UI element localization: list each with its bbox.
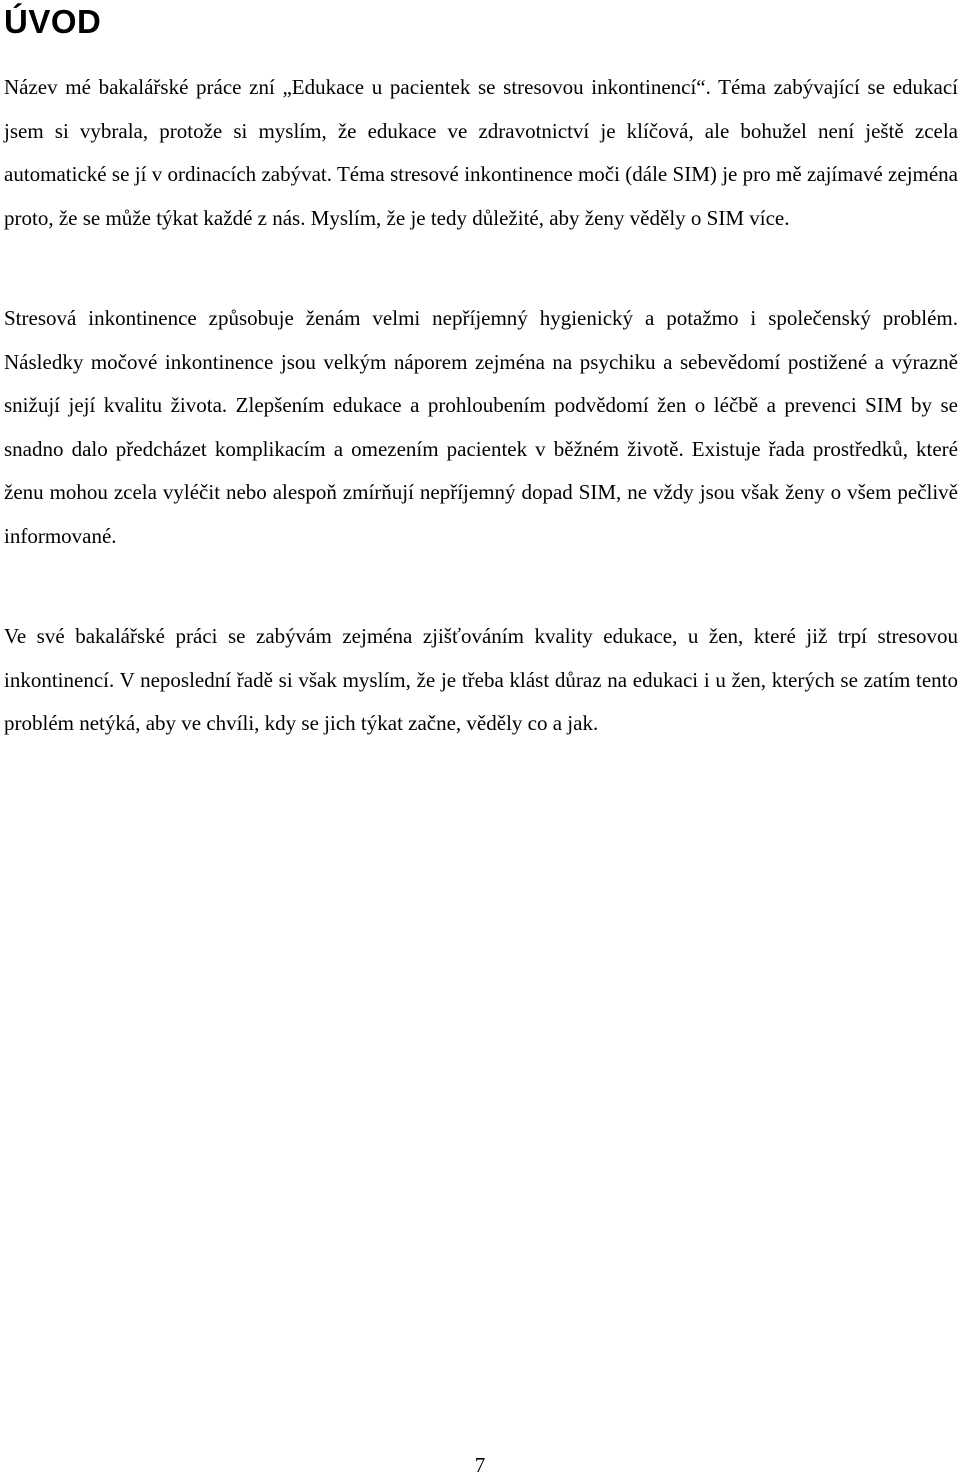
page-number: 7 xyxy=(474,1453,486,1477)
section-heading: ÚVOD xyxy=(4,3,102,40)
paragraph-thesis-focus: Ve své bakalářské práci se zabývám zejména zjišťováním kvality edukace, u žen, které již trpí stresovou inkontinencí. V neposlední řadě si však myslím, že je třeba klást důraz na edukaci i u žen, kterých se zatím tento problém netýká, aby ve chvíli, kdy se jich týkat začne, věděly co a jak. xyxy=(4,624,958,735)
paragraph-intro: Název mé bakalářské práce zní „Edukace u pacientek se stresovou inkontinencí“. Téma zabývající se edukací jsem si vybrala, protože si myslím, že edukace ve zdravotnictví je klíčová, ale bohužel není ještě zcela automatické se jí v ordinacích zabývat. Téma stresové inkontinence moči (dále SIM) je pro mě zajímavé zejména proto, že se může týkat každé z nás. Myslím, že je tedy důležité, aby ženy věděly o SIM více. xyxy=(4,75,958,230)
paragraph-stress-incontinence: Stresová inkontinence způsobuje ženám velmi nepříjemný hygienický a potažmo i společenský problém. Následky močové inkontinence jsou velkým náporem zejména na psychiku a sebevědomí postižené a výrazně snižují její kvalitu života. Zlepšením edukace a prohloubením podvědomí žen o léčbě a prevenci SIM by se snadno dalo předcházet komplikacím a omezením pacientek v běžném životě. Existuje řada prostředků, které ženu mohou zcela vyléčit nebo alespoň zmírňují nepříjemný dopad SIM, ne vždy jsou však ženy o všem pečlivě informované. xyxy=(4,306,958,548)
